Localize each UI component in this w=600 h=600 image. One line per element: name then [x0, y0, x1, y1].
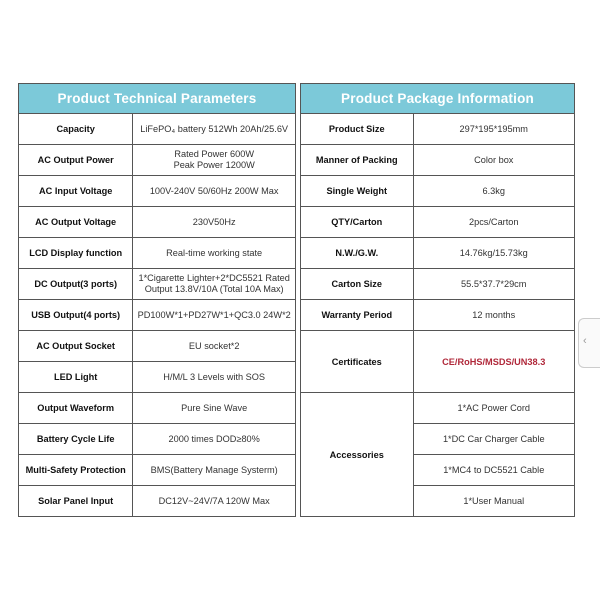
accessory-item: 1*User Manual: [413, 486, 575, 517]
parameter-label: LCD Display function: [19, 238, 133, 269]
package-information-table: [300, 83, 575, 517]
table-row: [19, 269, 296, 300]
parameter-value: 1*Cigarette Lighter+2*DC5521 Rated Output 13.8V/10A (Total 10A Max): [133, 269, 296, 300]
accessory-item: 1*MC4 to DC5521 Cable: [413, 455, 575, 486]
table-row: [301, 238, 575, 269]
table-row: [19, 300, 296, 331]
package-value: 55.5*37.7*29cm: [413, 269, 575, 300]
spec-sheet: [18, 83, 575, 516]
package-value: 2pcs/Carton: [413, 207, 575, 238]
parameter-value: Pure Sine Wave: [133, 393, 296, 424]
table-row: [19, 331, 296, 362]
parameter-label: LED Light: [19, 362, 133, 393]
accessories-label: Accessories: [301, 393, 414, 517]
package-value: 297*195*195mm: [413, 114, 575, 145]
table-row: [19, 176, 296, 207]
table-row: [19, 486, 296, 517]
parameter-value: 100V-240V 50/60Hz 200W Max: [133, 176, 296, 207]
certificates-value: CE/RoHS/MSDS/UN38.3: [413, 331, 575, 393]
package-label: Single Weight: [301, 176, 414, 207]
package-information-header: Product Package Information: [301, 84, 575, 114]
accessory-item: 1*AC Power Cord: [413, 393, 575, 424]
side-scroll-tab[interactable]: [578, 318, 600, 368]
package-label: N.W./G.W.: [301, 238, 414, 269]
table-row: [301, 393, 575, 424]
package-label: Manner of Packing: [301, 145, 414, 176]
parameter-label: Capacity: [19, 114, 133, 145]
parameter-label: DC Output(3 ports): [19, 269, 133, 300]
accessory-item: 1*DC Car Charger Cable: [413, 424, 575, 455]
parameter-value: Rated Power 600W Peak Power 1200W: [133, 145, 296, 176]
package-value: 6.3kg: [413, 176, 575, 207]
package-value: 14.76kg/15.73kg: [413, 238, 575, 269]
parameter-label: AC Input Voltage: [19, 176, 133, 207]
table-row: [19, 238, 296, 269]
table-row: [301, 114, 575, 145]
parameter-label: AC Output Voltage: [19, 207, 133, 238]
parameter-label: Output Waveform: [19, 393, 133, 424]
package-value: 12 months: [413, 300, 575, 331]
package-value: Color box: [413, 145, 575, 176]
table-row: [19, 393, 296, 424]
table-row: [19, 424, 296, 455]
parameter-value: DC12V~24V/7A 120W Max: [133, 486, 296, 517]
package-label: QTY/Carton: [301, 207, 414, 238]
table-row: [301, 176, 575, 207]
parameter-label: USB Output(4 ports): [19, 300, 133, 331]
package-label: Product Size: [301, 114, 414, 145]
table-row: [301, 300, 575, 331]
parameter-label: AC Output Socket: [19, 331, 133, 362]
certificates-label: Certificates: [301, 331, 414, 393]
technical-parameters-header: Product Technical Parameters: [19, 84, 296, 114]
package-label: Warranty Period: [301, 300, 414, 331]
parameter-value: EU socket*2: [133, 331, 296, 362]
table-row: [19, 114, 296, 145]
table-row: [301, 331, 575, 393]
parameter-label: AC Output Power: [19, 145, 133, 176]
table-row: [301, 269, 575, 300]
table-row: [301, 145, 575, 176]
table-row: [19, 207, 296, 238]
table-row: [301, 207, 575, 238]
table-row: [19, 455, 296, 486]
chevron-left-icon: ‹: [583, 335, 587, 347]
parameter-value: BMS(Battery Manage Systerm): [133, 455, 296, 486]
table-row: [19, 145, 296, 176]
parameter-value: LiFePO₄ battery 512Wh 20Ah/25.6V: [133, 114, 296, 145]
parameter-label: Multi-Safety Protection: [19, 455, 133, 486]
package-label: Carton Size: [301, 269, 414, 300]
parameter-value: 2000 times DOD≥80%: [133, 424, 296, 455]
technical-parameters-table: [18, 83, 296, 517]
parameter-label: Battery Cycle Life: [19, 424, 133, 455]
parameter-value: PD100W*1+PD27W*1+QC3.0 24W*2: [133, 300, 296, 331]
parameter-value: 230V50Hz: [133, 207, 296, 238]
parameter-value: Real-time working state: [133, 238, 296, 269]
parameter-label: Solar Panel Input: [19, 486, 133, 517]
parameter-value: H/M/L 3 Levels with SOS: [133, 362, 296, 393]
table-row: [19, 362, 296, 393]
